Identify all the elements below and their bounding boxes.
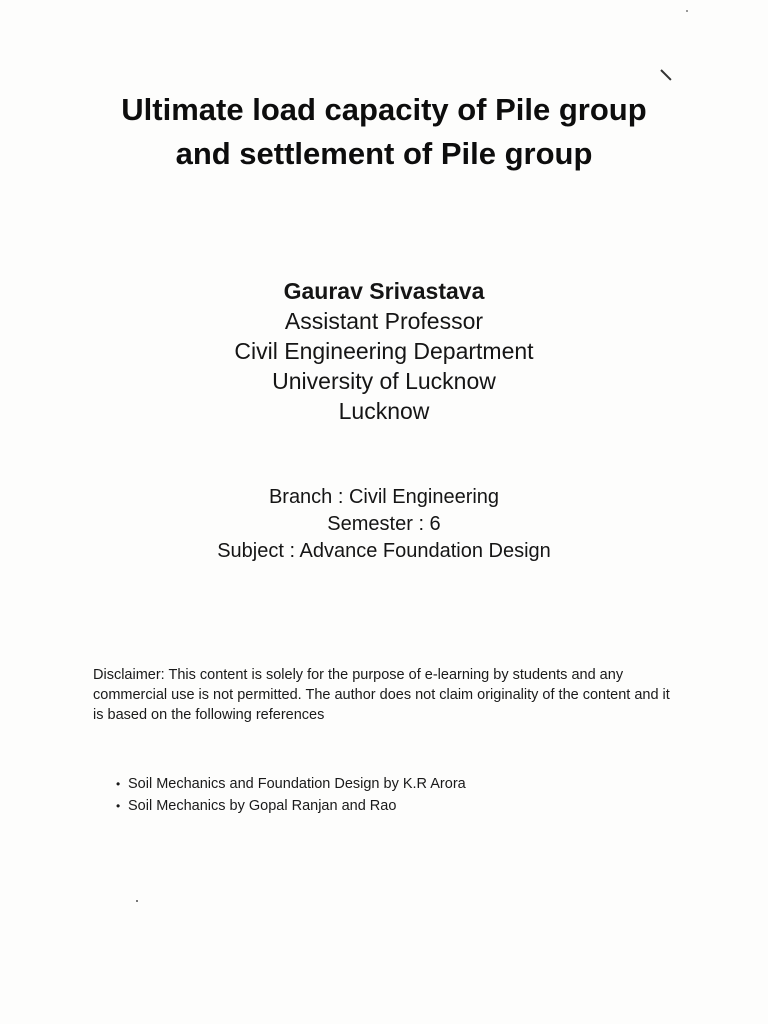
- reference-text: Soil Mechanics and Foundation Design by K.R Arora: [128, 776, 466, 792]
- course-branch: Branch : Civil Engineering: [268, 486, 500, 508]
- author-city: Lucknow: [338, 398, 430, 424]
- author-name: Gaurav Srivastava: [283, 278, 485, 304]
- author-block: [0, 276, 768, 426]
- reference-text: Soil Mechanics by Gopal Ranjan and Rao: [128, 798, 397, 814]
- disclaimer-text: Disclaimer: This content is solely for the purpose of e-learning by students and any commercial use is not permitted. The author does not claim originality of the content and it is based on the following references: [93, 667, 670, 723]
- course-subject: Subject : Advance Foundation Design: [217, 540, 551, 562]
- course-semester: Semester : 6: [327, 513, 441, 535]
- document-title: [0, 88, 768, 176]
- course-info: [0, 484, 768, 565]
- scan-mark: [660, 69, 671, 80]
- title-line: Ultimate load capacity of Pile group: [121, 92, 647, 127]
- author-position: Assistant Professor: [284, 308, 484, 334]
- title-line: and settlement of Pile group: [175, 136, 593, 171]
- author-department: Civil Engineering Department: [234, 338, 534, 364]
- bullet-icon: •: [116, 799, 121, 813]
- scan-speck: [136, 900, 138, 902]
- reference-list: [116, 773, 676, 817]
- reference-item: [116, 795, 676, 817]
- reference-item: [116, 773, 676, 795]
- bullet-icon: •: [116, 777, 121, 791]
- author-university: University of Lucknow: [272, 368, 496, 394]
- scan-speck: [686, 10, 688, 12]
